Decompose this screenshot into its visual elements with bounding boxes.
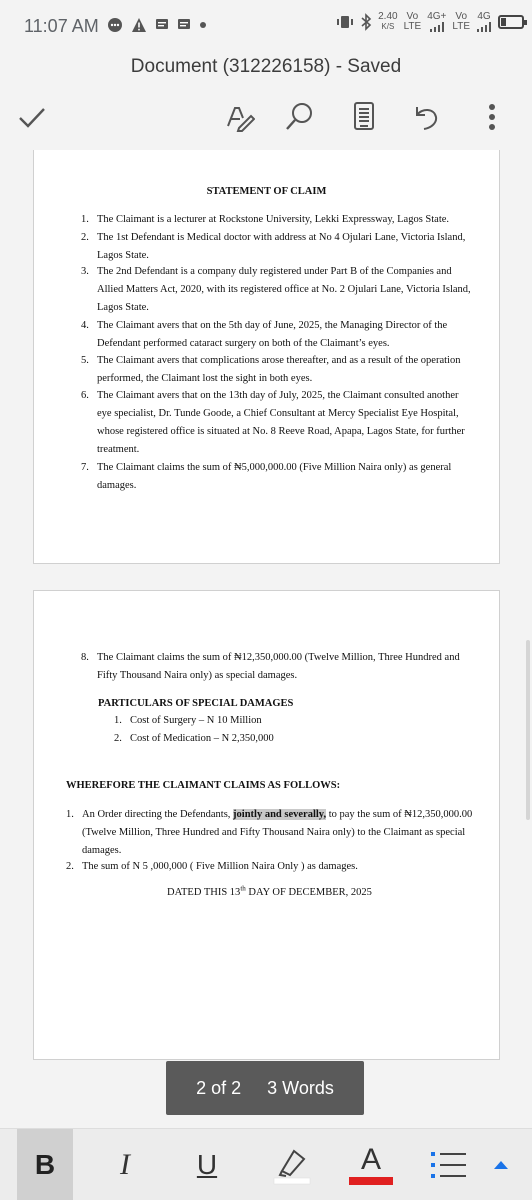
list-number: 2. <box>114 733 122 744</box>
list-text: The Claimant avers that on the 5th day of June, 2025, the Managing Director of the <box>97 320 448 331</box>
list-number: 6. <box>81 390 89 401</box>
list-text: The Claimant claims the sum of ₦5,000,000.00 (Five Million Naira only) as general <box>97 462 452 473</box>
dated-text: DAY OF DECEMBER, 2025 <box>245 887 372 898</box>
list-number: 1. <box>114 715 122 726</box>
network-type-1: 4G+ <box>427 11 447 22</box>
volte-2 <box>452 12 470 32</box>
font-color-button[interactable] <box>348 1129 394 1200</box>
list-number: 2. <box>66 861 74 872</box>
vibrate-icon <box>336 14 354 30</box>
claim-item <box>66 806 486 860</box>
more-options-button[interactable] <box>470 92 514 142</box>
highlighted-text[interactable]: jointly and severally, <box>233 809 327 820</box>
list-text: The 2nd Defendant is a company duly registered under Part B of the Companies and <box>97 266 452 277</box>
message-icon-2 <box>177 18 191 32</box>
list-text: eye specialist, Dr. Tunde Goode, a Chief Consultant at Mercy Specialist Eye Hospital, <box>97 408 459 419</box>
signal-1 <box>427 12 446 32</box>
italic-button[interactable]: I <box>120 1148 130 1181</box>
claim-text: to pay the sum of ₦12,350,000.00 <box>326 809 473 820</box>
list-text: treatment. <box>97 444 140 455</box>
format-bar <box>0 1128 532 1200</box>
volte-1-bottom: LTE <box>403 21 422 32</box>
signal-2 <box>476 12 492 32</box>
volte-1 <box>404 12 422 32</box>
list-item <box>81 211 481 229</box>
particular-item <box>114 730 414 748</box>
highlighter-icon <box>272 1145 312 1185</box>
scrollbar[interactable] <box>526 640 530 820</box>
status-bar <box>0 0 532 48</box>
list-number: 1. <box>81 214 89 225</box>
expand-toolbar-button[interactable] <box>486 1129 516 1200</box>
claim-text: (Twelve Million, Three Hundred and Fifty Thousand Naira only) to the Claimant as special <box>82 827 466 838</box>
message-icon <box>155 18 169 32</box>
list-number: 5. <box>81 355 89 366</box>
top-toolbar <box>0 92 532 146</box>
list-item <box>81 352 481 388</box>
list-item <box>81 387 481 459</box>
document-title: Document (312226158) - Saved <box>130 56 402 77</box>
list-text: The Claimant is a lecturer at Rockstone University, Lekki Expressway, Lagos State. <box>97 214 450 225</box>
reader-mode-button[interactable] <box>342 92 386 142</box>
list-item <box>81 649 481 685</box>
status-time: 11:07 AM <box>24 16 99 36</box>
volte-2-bottom: LTE <box>452 21 470 32</box>
page-indicator: 2 of 2 <box>196 1077 242 1098</box>
particular-text: Cost of Medication – N 2,350,000 <box>130 733 274 744</box>
bulleted-list-icon <box>428 1145 468 1185</box>
font-color-letter: A <box>360 1143 381 1176</box>
bullet-list-button[interactable] <box>426 1129 470 1200</box>
dated-sup: th <box>240 884 246 893</box>
particulars-heading: PARTICULARS OF SPECIAL DAMAGES <box>98 698 294 709</box>
word-count-popup <box>166 1061 364 1115</box>
list-text: The 1st Defendant is Medical doctor with address at No 4 Ojulari Lane, Victoria Island, <box>97 232 466 243</box>
search-icon <box>284 101 316 133</box>
expand-up-icon <box>493 1159 509 1171</box>
list-text: Allied Matters Act, 2020, with its registered office at No. 2 Ojulari Lane, Victoria Island, <box>97 284 471 295</box>
warning-icon <box>131 17 147 33</box>
status-right <box>336 12 524 32</box>
volte-2-top: Vo <box>455 11 468 22</box>
list-number: 7. <box>81 462 89 473</box>
word-count: 3 Words <box>267 1077 334 1098</box>
undo-button[interactable] <box>404 92 448 142</box>
dated-line <box>167 884 372 902</box>
network-speed <box>378 12 397 32</box>
particular-item <box>114 712 414 730</box>
bold-button[interactable]: B <box>17 1129 73 1200</box>
network-type-2: 4G <box>477 11 491 22</box>
signal-bars-icon <box>429 22 445 32</box>
bluetooth-icon <box>360 13 372 31</box>
claim-text: An Order directing the Defendants, <box>82 809 234 820</box>
list-text: The Claimant claims the sum of ₦12,350,000.00 (Twelve Million, Three Hundred and <box>97 652 460 663</box>
list-text: damages. <box>97 480 137 491</box>
volte-1-top: Vo <box>406 11 419 22</box>
font-color-swatch <box>349 1177 393 1185</box>
list-item <box>81 317 481 353</box>
search-button[interactable] <box>278 92 322 142</box>
list-number: 3. <box>81 266 89 277</box>
format-button[interactable] <box>218 92 262 142</box>
list-item <box>81 263 481 317</box>
claim-line <box>82 806 486 824</box>
more-vertical-icon <box>487 101 497 133</box>
dated-text: DATED THIS 13 <box>167 887 241 898</box>
list-text: performed, the Claimant lost the sight in both eyes. <box>97 373 313 384</box>
reader-mode-icon <box>349 101 379 133</box>
particular-text: Cost of Surgery – N 10 Million <box>130 715 262 726</box>
list-text: Lagos State. <box>97 250 149 261</box>
list-item <box>81 229 481 265</box>
list-number: 2. <box>81 232 89 243</box>
notification-icons <box>107 17 207 33</box>
claim-item <box>66 858 486 876</box>
underline-button[interactable]: U <box>196 1149 218 1180</box>
list-number: 4. <box>81 320 89 331</box>
highlight-button[interactable] <box>270 1129 314 1200</box>
signal-bars-icon-2 <box>476 22 492 32</box>
list-text: Defendant performed cataract surgery on both of the Claimant’s eyes. <box>97 338 390 349</box>
list-text: Lagos State. <box>97 302 149 313</box>
list-text: The Claimant avers that on the 13th day of July, 2025, the Claimant consulted another <box>97 390 459 401</box>
claim-text: The sum of N 5 ,000,000 ( Five Million Naira Only ) as damages. <box>82 861 358 872</box>
list-text: The Claimant avers that complications arose thereafter, and as a result of the operation <box>97 355 461 366</box>
document-page-2[interactable] <box>33 590 500 1060</box>
battery-icon <box>498 15 524 29</box>
list-text: Fifty Thousand Naira only) as special damages. <box>97 670 298 681</box>
pen-format-icon <box>225 102 255 132</box>
wherefore-heading: WHEREFORE THE CLAIMANT CLAIMS AS FOLLOWS: <box>66 780 341 791</box>
speed-unit: K/S <box>381 22 395 31</box>
dot-icon <box>199 21 207 29</box>
document-page-1[interactable] <box>33 150 500 564</box>
list-number: 8. <box>81 652 89 663</box>
chat-notification-icon <box>107 17 123 33</box>
list-number: 1. <box>66 809 74 820</box>
done-button[interactable] <box>10 92 54 142</box>
claim-text: damages. <box>82 845 122 856</box>
speed-value: 2.40 <box>378 11 398 22</box>
undo-icon <box>410 101 442 133</box>
checkmark-icon <box>16 101 48 133</box>
statement-heading: STATEMENT OF CLAIM <box>206 186 327 197</box>
list-text: whose registered office is situated at No. 8 Reeve Road, Apapa, Lagos State, for further <box>97 426 465 437</box>
list-item <box>81 459 481 495</box>
